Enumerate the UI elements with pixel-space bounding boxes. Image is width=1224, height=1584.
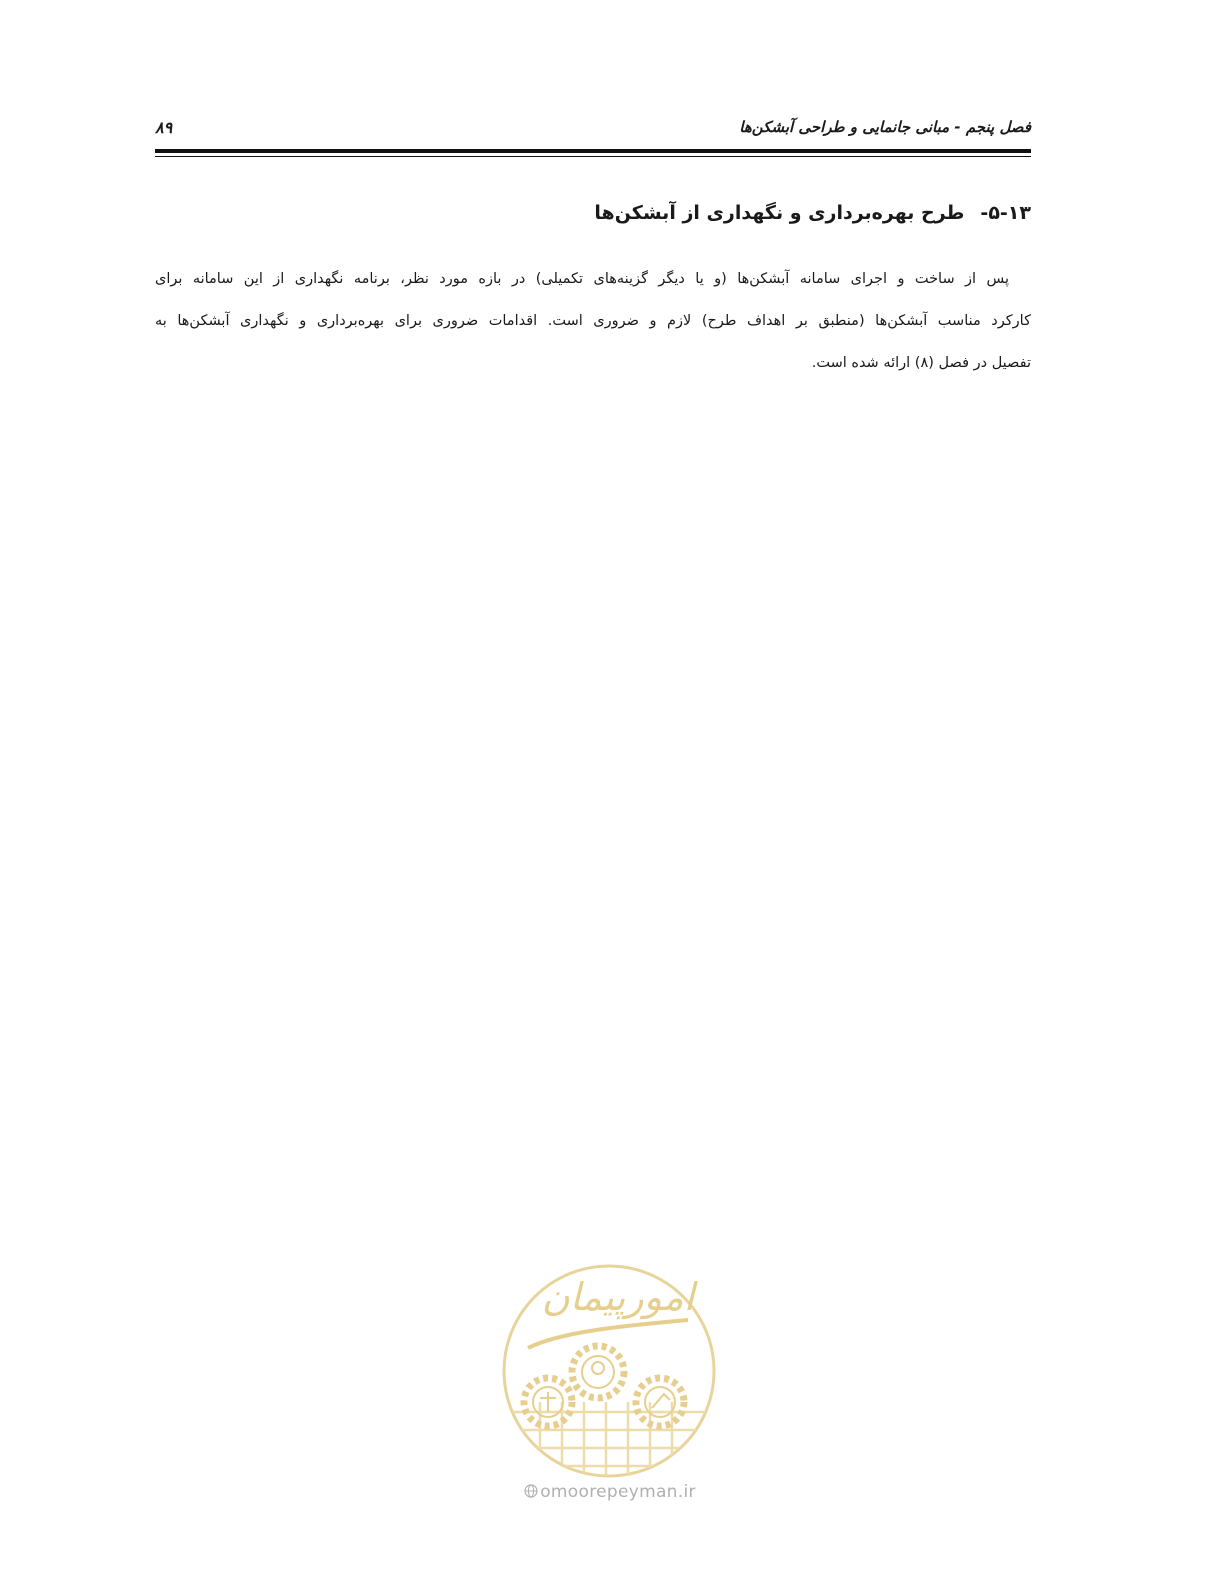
running-header: [155, 118, 1031, 142]
globe-icon: [524, 1484, 538, 1498]
page-number: ۸۹: [155, 118, 173, 137]
section-title: طرح بهره‌برداری و نگهداری از آبشکن‌ها: [594, 202, 965, 224]
body-line: پس از ساخت و اجرای سامانه آبشکن‌ها (و یا دیگر گزینه‌های تکمیلی) در بازه مورد نظر، برنامه نگهداری از این سامانه برای: [155, 271, 1009, 287]
header-rule-thick: [155, 149, 1031, 153]
watermark-website: omoorepeyman.ir: [540, 1482, 696, 1502]
body-line: کارکرد مناسب آبشکن‌ها (منطبق بر اهداف طرح) لازم و ضروری است. اقدامات ضروری برای بهره‌برداری و نگهداری آبشکن‌ها به: [155, 313, 1031, 329]
section-number: ۵-۱۳-: [980, 202, 1031, 224]
section-heading: [594, 202, 1031, 224]
watermark-url: [496, 1482, 724, 1502]
watermark-logo-text: امورپیمان: [541, 1275, 695, 1319]
body-line: تفصیل در فصل (۸) ارائه شده است.: [811, 355, 1031, 371]
chapter-title: فصل پنجم - مبانی جانمایی و طراحی آبشکن‌ها: [739, 118, 1031, 136]
watermark-logo: [500, 1262, 718, 1480]
body-paragraph: [155, 258, 1031, 384]
header-rule-thin: [155, 156, 1031, 158]
watermark: [496, 1262, 724, 1510]
